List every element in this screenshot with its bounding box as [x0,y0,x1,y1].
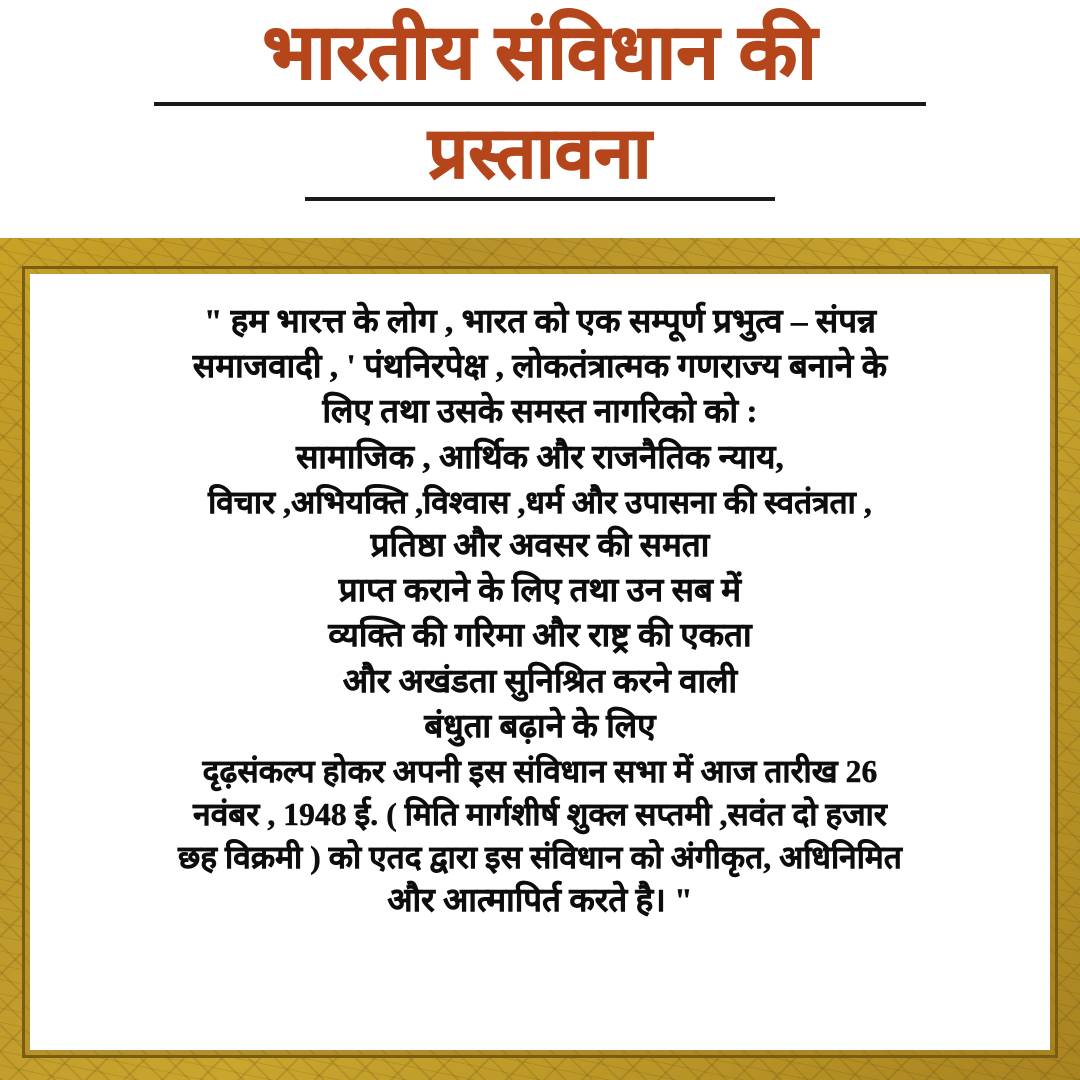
preamble-line: विचार ,अभियक्ति ,विश्वास ,धर्म और उपासना की स्वतंत्रता , [208,484,872,520]
preamble-line: छह विक्रमी ) को एतद द्वारा इस संविधान को अंगीकृत, अधिनिमित [178,840,902,876]
preamble-text-block [56,300,1024,925]
preamble-line: और अखंडता सुनिश्रित करने वाली [342,663,738,700]
preamble-line: और आत्मापिर्त करते है। " [387,883,693,920]
preamble-line: लिए तथा उसके समस्त नागरिको को : [322,394,758,431]
page-title-line-1: भारतीय संविधान की [262,11,818,95]
preamble-line: व्यक्ति की गरिमा और राष्ट्र की एकता [328,618,752,655]
poster-header [0,0,1080,238]
preamble-line: नवंबर , 1948 ई. ( मिति मार्गशीर्ष शुक्ल सप्तमी ,सवंत दो हजार [193,797,887,833]
preamble-line: प्राप्त कराने के लिए तथा उन सब में [338,573,742,610]
paper-sheet [30,274,1050,1050]
decorative-frame [0,238,1080,1080]
preamble-line: सामाजिक , आर्थिक और राजनैतिक न्याय, [296,439,784,476]
preamble-line: दृढ़संकल्प होकर अपनी इस संविधान सभा में आज तारीख 26 [202,753,878,789]
preamble-line: बंधुता बढ़ाने के लिए [424,708,656,745]
preamble-line: प्रतिष्ठा और अवसर की समता [370,527,710,564]
title-divider-bottom [305,197,775,201]
title-divider-top [154,102,926,106]
page-title-line-2: प्रस्तावना [428,115,652,193]
preamble-line: " हम भारत्त के लोग , भारत को एक सम्पूर्ण प्रभुत्व – संपन्न [203,304,877,340]
frame-inner-border [22,266,1058,1058]
preamble-line: समाजवादी , ' पंथनिरपेक्ष , लोकतंत्रात्मक गणराज्य बनाने के [192,349,888,386]
